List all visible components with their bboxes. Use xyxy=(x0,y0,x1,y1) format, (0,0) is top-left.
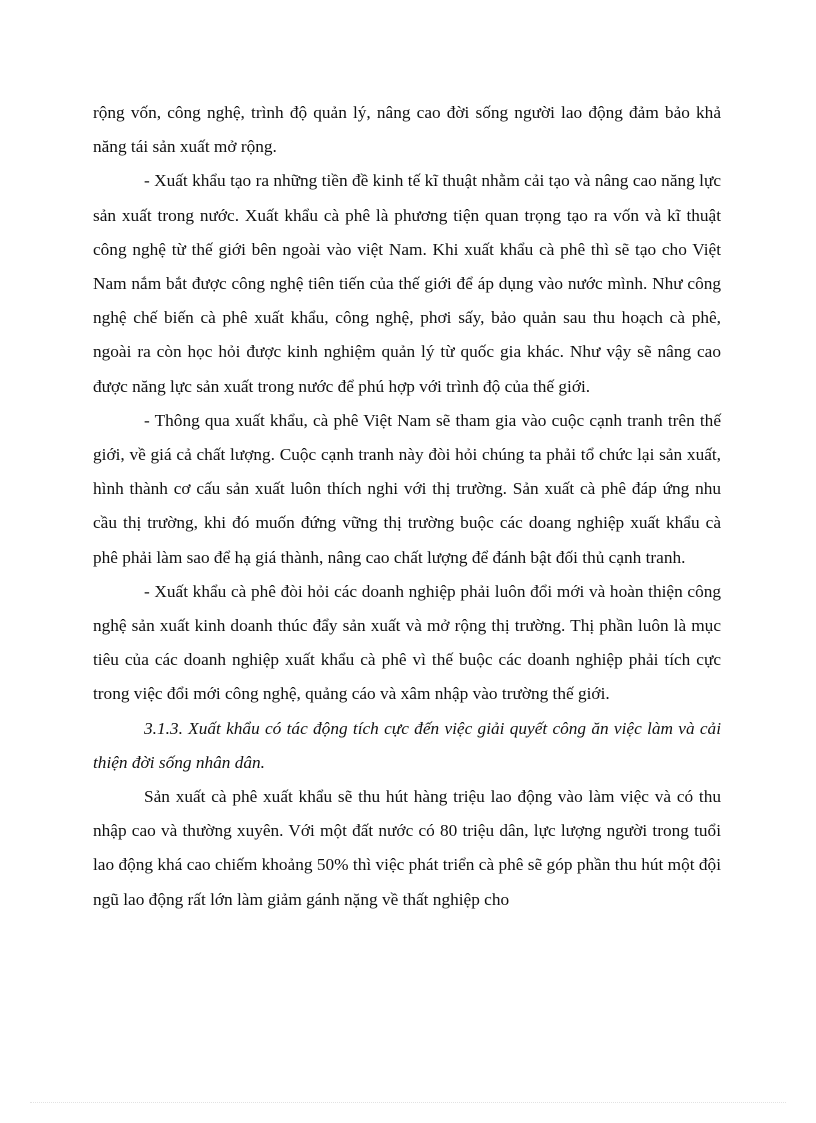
document-page xyxy=(93,96,721,917)
paragraph-employment: Sản xuất cà phê xuất khẩu sẽ thu hút hàng triệu lao động vào làm việc và có thu nhập cao và thường xuyên. Với một đất nước có 80 triệu dân, lực lượng người trong tuổi lao động khá cao chiếm khoảng 50% thì việc phát triển cà phê sẽ góp phần thu hút một đội ngũ lao động rất lớn làm giảm gánh nặng về thất nghiệp cho xyxy=(93,787,721,909)
paragraph-continuation: rộng vốn, công nghệ, trình độ quản lý, nâng cao đời sống người lao động đảm bảo khả năng tái sản xuất mở rộng. xyxy=(93,103,721,157)
paragraph-competition: - Thông qua xuất khẩu, cà phê Việt Nam sẽ tham gia vào cuộc cạnh tranh trên thế giới, về giá cả chất lượng. Cuộc cạnh tranh này đòi hỏi chúng ta phải tổ chức lại sản xuất, hình thành cơ cấu sản xuất luôn thích nghi với thị trường. Sản xuất cà phê đáp ứng nhu cầu thị trường, khi đó muốn đứng vững thị trường buộc các doang nghiệp xuất khẩu cà phê phải làm sao để hạ giá thành, nâng cao chất lượng để đánh bật đối thủ cạnh tranh. xyxy=(93,410,721,567)
paragraph-innovation: - Xuất khẩu cà phê đòi hỏi các doanh nghiệp phải luôn đổi mới và hoàn thiện công nghệ sản xuất kinh doanh thúc đẩy sản xuất và mở rộng thị trường. Thị phần luôn là mục tiêu của các doanh nghiệp xuất khẩu cà phê vì thế buộc các doanh nghiệp phải tích cực trong việc đổi mới công nghệ, quảng cáo và xâm nhập vào trường thế giới. xyxy=(93,581,721,704)
section-heading: 3.1.3. Xuất khẩu có tác động tích cực đến việc giải quyết công ăn việc làm và cải thiện đời sống nhân dân. xyxy=(93,718,721,772)
paragraph-technology: - Xuất khẩu tạo ra những tiền đề kinh tế kĩ thuật nhằm cải tạo và nâng cao năng lực sản xuất trong nước. Xuất khẩu cà phê là phương tiện quan trọng tạo ra vốn và kĩ thuật công nghệ từ thế giới bên ngoài vào việt Nam. Khi xuất khẩu cà phê thì sẽ tạo cho Việt Nam nắm bắt được công nghệ tiên tiến của thế giới để áp dụng vào nước mình. Như công nghệ chế biến cà phê xuất khẩu, công nghệ, phơi sấy, bảo quản sau thu hoạch cà phê, ngoài ra còn học hỏi được kinh nghiệm quản lý từ quốc gia khác. Như vậy sẽ nâng cao được năng lực sản xuất trong nước để phú hợp với trình độ của thế giới. xyxy=(93,171,721,396)
page-bottom-divider xyxy=(30,1102,786,1103)
